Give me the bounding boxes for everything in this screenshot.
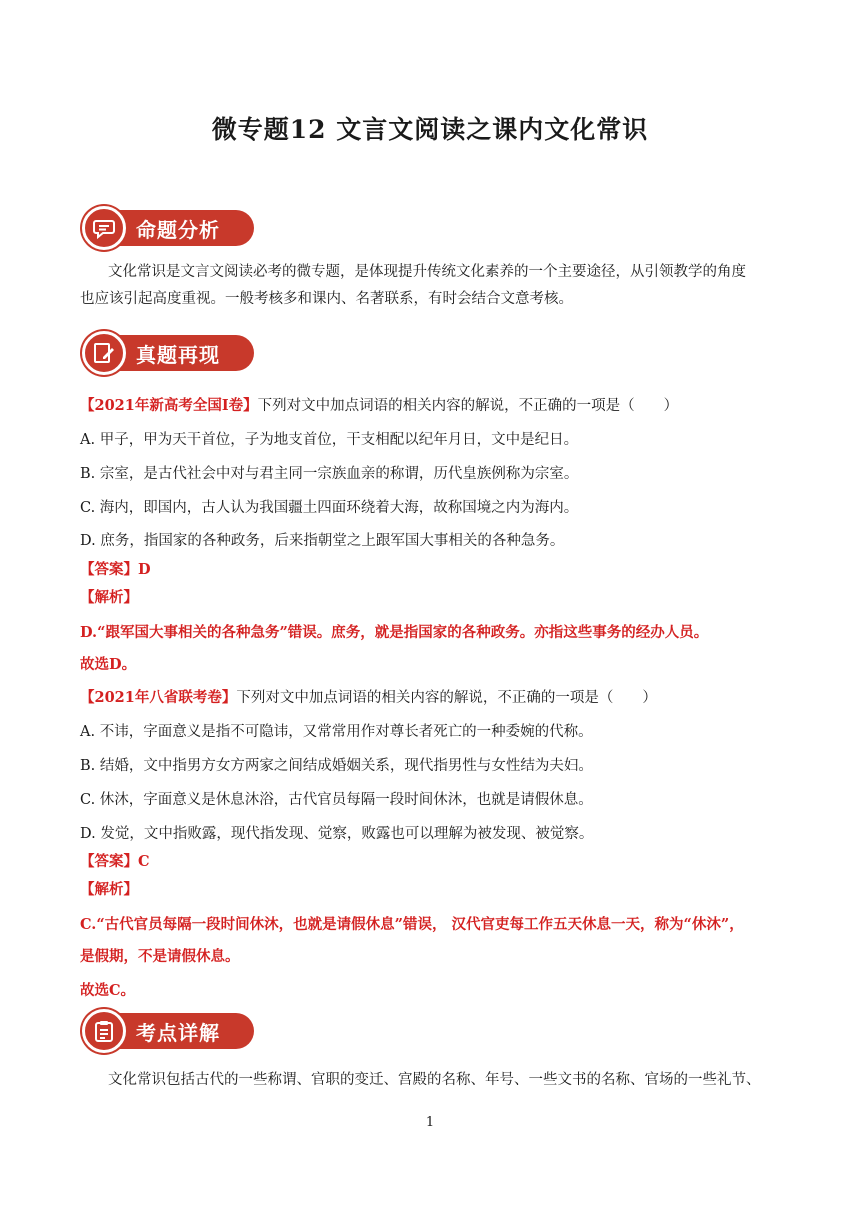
- analysis-paragraph-line1: 文化常识是文言文阅读必考的微专题，是体现提升传统文化素养的一个主要途径，从引领教学的角度: [108, 264, 746, 280]
- q2-option-c: C. 休沐，字面意义是休息沐浴，古代官员每隔一段时间休沐，也就是请假休息。: [80, 792, 593, 808]
- pencil-note-icon: [82, 331, 126, 375]
- q1-answer: [80, 560, 790, 580]
- q1-conclusion: 故选D。: [80, 656, 137, 673]
- answer-value: C: [138, 853, 150, 870]
- page-title: 微专题12 文言文阅读之课内文化常识: [211, 115, 649, 144]
- q2-option-b: B. 结婚，文中指男方女方两家之间结成婚姻关系，现代指男性与女性结为夫妇。: [80, 758, 593, 774]
- question-source: 【2021年八省联考卷】: [80, 689, 237, 706]
- q1-option-c: C. 海内，即国内，古人认为我国疆土四面环绕着大海，故称国境之内为海内。: [80, 500, 579, 516]
- answer-label: 【答案】: [80, 561, 138, 578]
- key-points-paragraph: 文化常识包括古代的一些称谓、官职的变迁、宫殿的名称、年号、一些文书的名称、官场的一些礼节、: [108, 1072, 761, 1088]
- q1-option-b: B. 宗室，是古代社会中对与君主同一宗族血亲的称谓，历代皇族例称为宗室。: [80, 466, 579, 482]
- q1-analysis-text: D.“跟军国大事相关的各种急务”错误。庶务，就是指国家的各种政务。亦指这些事务的经办人员。: [80, 624, 709, 641]
- question-2-stem: [80, 688, 790, 708]
- question-text: 下列对文中加点词语的相关内容的解说，不正确的一项是（ ）: [257, 398, 679, 414]
- question-source: 【2021年新高考全国I卷】: [80, 397, 258, 414]
- question-1-stem: [80, 396, 790, 416]
- q2-option-d: D. 发觉，文中指败露，现代指发现、觉察，败露也可以理解为被发现、被觉察。: [80, 826, 594, 842]
- page-number: 1: [425, 1115, 435, 1130]
- section-label: 考点详解: [136, 1021, 220, 1045]
- section-label: 真题再现: [136, 343, 220, 367]
- section-banner-real-questions: [82, 331, 254, 375]
- speech-bubble-icon: [82, 206, 126, 250]
- q2-answer: [80, 852, 790, 872]
- q2-analysis-line1: C.“古代官员每隔一段时间休沐，也就是请假休息”错误， 汉代官吏每工作五天休息一天，称为“休沐”，: [80, 916, 744, 933]
- section-banner-analysis: [82, 206, 254, 250]
- q1-analysis-label: 【解析】: [80, 589, 138, 606]
- section-banner-key-points: [82, 1009, 254, 1053]
- q1-option-a: A. 甲子，甲为天干首位，子为地支首位，干支相配以纪年月日，文中是纪日。: [80, 432, 579, 448]
- clipboard-list-icon: [82, 1009, 126, 1053]
- question-text: 下列对文中加点词语的相关内容的解说，不正确的一项是（ ）: [236, 690, 657, 706]
- q2-conclusion: 故选C。: [80, 982, 136, 999]
- q1-option-d: D. 庶务，指国家的各种政务，后来指朝堂之上跟军国大事相关的各种急务。: [80, 533, 565, 549]
- q2-option-a: A. 不讳，字面意义是指不可隐讳，又常常用作对尊长者死亡的一种委婉的代称。: [80, 724, 593, 740]
- section-label: 命题分析: [136, 218, 220, 242]
- q2-analysis-label: 【解析】: [80, 881, 138, 898]
- analysis-paragraph-line2: 也应该引起高度重视。一般考核多和课内、名著联系，有时会结合文意考核。: [80, 291, 573, 307]
- answer-label: 【答案】: [80, 853, 138, 870]
- q2-analysis-line2: 是假期，不是请假休息。: [80, 948, 240, 965]
- answer-value: D: [138, 561, 151, 578]
